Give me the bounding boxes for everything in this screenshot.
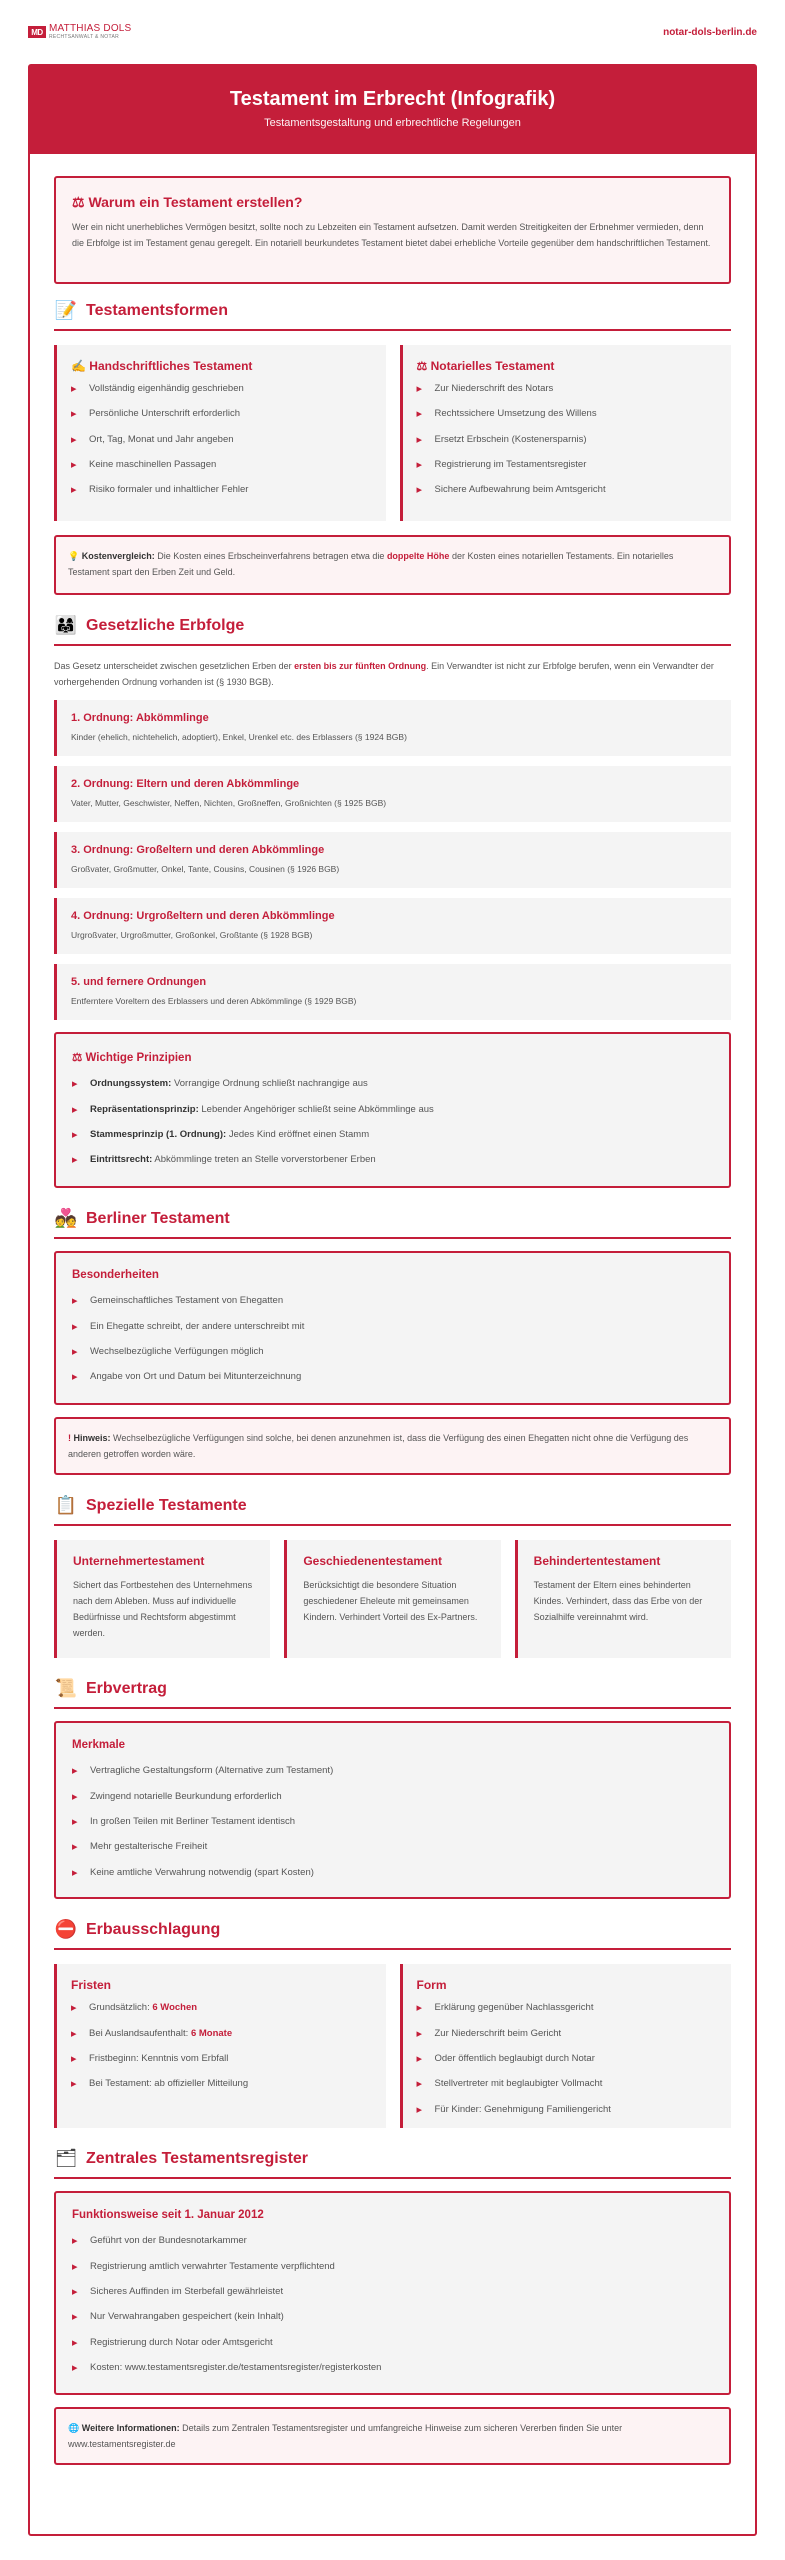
list-item: ▸ Vertragliche Gestaltungsform (Alternative zum Testament) [72,1765,713,1777]
card-index-icon: 🗂 [54,2148,78,2169]
card-title: ⚖ Notarielles Testament [416,359,555,373]
list-item: ▸ Rechtssichere Umsetzung des Willens [417,408,718,420]
section-heading: Erbausschlagung [86,1920,221,1938]
list-item: ▸ Gemeinschaftliches Testament von Ehegatten [72,1295,713,1307]
order-card [54,766,731,822]
card-title: ✍ Handschriftliches Testament [71,359,253,373]
list-item [72,1129,713,1141]
list-item: ▸ Für Kinder: Genehmigung Familiengericht [417,2104,718,2116]
page-subtitle: Testamentsgestaltung und erbrechtliche Regelungen [264,117,521,129]
list-item: ▸ Registrierung durch Notar oder Amtsgericht [72,2337,713,2349]
list-item: ▸ Erklärung gegenüber Nachlassgericht [417,2002,718,2014]
notarial-card [400,345,732,521]
more-info-note [54,2407,731,2465]
exclamation-icon: ! [68,1433,71,1444]
card-title: Geschiedenentestament [303,1554,443,1569]
intro-title: ⚖ Warum ein Testament erstellen? [72,194,303,210]
order-card [54,832,731,888]
clipboard-icon: 📋 [54,1495,78,1516]
top-bar [0,0,785,64]
note-text: Details zum Zentralen Testamentsregister und umfangreiche Hinweise zum sicheren Vererben finden Sie unter www.testamentsregister.de [68,2423,623,2450]
list-item [71,2002,372,2014]
section-heading: Zentrales Testamentsregister [86,2149,309,2167]
list-item [72,1104,713,1116]
globe-icon: 🌐 [68,2423,80,2434]
item-label: Repräsentationsprinzip: [90,1103,199,1115]
item-text: Bei Testament: ab offizieller Mitteilung [89,2078,249,2090]
intro-box [54,176,731,284]
section-title-special [54,1495,731,1526]
list-item: ▸ Nur Verwahrangaben gespeichert (kein Inhalt) [72,2311,713,2323]
list-item [72,1154,713,1166]
list-item: ▸ Keine amtliche Verwahrung notwendig (spart Kosten) [72,1867,713,1879]
special-card [515,1540,731,1658]
special-card [54,1540,270,1658]
logo-mark: MD [28,26,46,38]
list-item: ▸ Wechselbezügliche Verfügungen möglich [72,1346,713,1358]
section-heading: Erbvertrag [86,1679,167,1697]
panel-title: ⚖ Wichtige Prinzipien [72,1052,192,1065]
section-heading: Gesetzliche Erbfolge [86,616,245,634]
section-title-disclaimer [54,1919,731,1950]
list-item: ▸ Zwingend notarielle Beurkundung erforderlich [72,1791,713,1803]
panel-title: Besonderheiten [72,1269,159,1282]
lead-text: Das Gesetz unterscheidet zwischen gesetzlichen Erben der [54,661,292,671]
list-item: ▸ Kosten: www.testamentsregister.de/testamentsregister/registerkosten [72,2362,713,2374]
order-card [54,898,731,954]
item-text: Jedes Kind eröffnet einen Stamm [228,1129,370,1141]
site-link[interactable]: notar-dols-berlin.de [663,26,757,38]
list-item: ▸ Persönliche Unterschrift erforderlich [71,408,372,420]
list-item [72,1078,713,1090]
lightbulb-icon: 💡 [68,551,80,561]
list-item: ▸ Angabe von Ort und Datum bei Mitunterzeichnung [72,1371,713,1383]
list-item [71,2078,372,2090]
list-item: ▸ Zur Niederschrift des Notars [417,383,718,395]
section-title-contract [54,1678,731,1709]
list-item: ▸ Oder öffentlich beglaubigt durch Notar [417,2053,718,2065]
list-item: ▸ Registrierung amtlich verwahrter Testamente verpflichtend [72,2261,713,2273]
section-title-register [54,2148,731,2179]
family-icon: 👨‍👩‍👧 [54,615,78,635]
list-item: ▸ In großen Teilen mit Berliner Testament identisch [72,1816,713,1828]
card-text: Sichert das Fortbestehen des Unternehmens nach dem Ableben. Muss auf individuelle Bedürfnisse und Rechtsform abgestimmt werden. [73,1580,253,1638]
list-item: ▸ Zur Niederschrift beim Gericht [417,2028,718,2040]
order-text: Vater, Mutter, Geschwister, Neffen, Nichten, Großneffen, Großnichten (§ 1925 BGB) [71,798,387,809]
order-title: 3. Ordnung: Großeltern und deren Abkömmlinge [71,844,325,857]
section-heading: Spezielle Testamente [86,1496,247,1514]
section-heading: Berliner Testament [86,1209,230,1227]
scroll-icon: 📜 [54,1678,78,1699]
intro-text: Wer ein nicht unerhebliches Vermögen besitzt, sollte noch zu Lebzeiten ein Testament aufsetzen. Damit werden Streitigkeiten der Erbnehmer vermieden, denn die Erbfolge ist im Testament genau geregelt. Ein notariell beurkundetes Testament bietet dabei erhebliche Vorteile gegenüber dem handschriftlichen Testament. [72,222,711,248]
note-text: der Kosten eines notariellen Testaments. Ein notarielles Testament spart den Erben Zeit und Geld. [68,551,674,577]
section-title-succession [54,615,731,646]
register-panel [54,2191,731,2395]
section-title-forms [54,300,731,331]
note-label: Kostenvergleich: [81,551,155,561]
lead-highlight: ersten bis zur fünften Ordnung [294,661,427,671]
note-text: Die Kosten eines Erbscheinverfahrens betragen etwa die [157,551,385,561]
card-title: Form [416,1978,447,1993]
card-text: Testament der Eltern eines behinderten Kindes. Verhindert, dass das Erbe von der Sozialhilfe vereinnahmt wird. [533,1580,703,1622]
order-title: 2. Ordnung: Eltern und deren Abkömmlinge [71,778,300,791]
order-title: 1. Ordnung: Abkömmlinge [71,712,209,725]
hero-banner [30,66,755,154]
logo-name: MATTHIAS DOLS [49,23,132,34]
lead-text: . Ein Verwandter ist nicht zur Erbfolge berufen, wenn ein Verwandter der vorhergehenden Ordnung vorhanden ist (§ 1930 BGB). [54,661,714,688]
card-title: Behindertentestament [533,1554,661,1569]
list-item: ▸ Sicheres Auffinden im Sterbefall gewährleistet [72,2286,713,2298]
item-highlight: 6 Wochen [152,2002,198,2014]
list-item: ▸ Ersetzt Erbschein (Kostenersparnis) [417,434,718,446]
list-item [71,2053,372,2065]
special-card [284,1540,500,1658]
list-item: ▸ Ort, Tag, Monat und Jahr angeben [71,434,372,446]
principles-panel [54,1032,731,1188]
order-card [54,700,731,756]
order-text: Entferntere Voreltern des Erblassers und deren Abkömmlinge (§ 1929 BGB) [71,996,357,1007]
order-title: 5. und fernere Ordnungen [71,976,207,989]
form-card [400,1964,732,2128]
memo-icon: 📝 [54,300,78,320]
list-item: ▸ Keine maschinellen Passagen [71,459,372,471]
item-text: Abkömmlinge treten an Stelle vorverstorbener Erben [154,1154,376,1166]
contract-panel [54,1721,731,1899]
list-item: ▸ Stellvertreter mit beglaubigter Vollmacht [417,2078,718,2090]
item-label: Eintrittsrecht: [90,1154,153,1166]
page-title: Testament im Erbrecht (Infografik) [229,88,556,110]
note-label: Hinweis: [73,1433,111,1444]
list-item: ▸ Risiko formaler und inhaltlicher Fehler [71,484,372,496]
item-text: Fristbeginn: Kenntnis vom Erbfall [89,2053,229,2065]
logo-subtitle: RECHTSANWALT & NOTAR [49,34,119,40]
order-text: Großvater, Großmutter, Onkel, Tante, Cousins, Cousinen (§ 1926 BGB) [71,864,340,875]
order-title: 4. Ordnung: Urgroßeltern und deren Abkömmlinge [71,910,335,923]
couple-icon: 💑 [54,1208,78,1229]
order-card [54,964,731,1020]
note-highlight: doppelte Höhe [386,551,450,561]
infographic-frame [28,64,757,2536]
berlin-hint-note [54,1417,731,1475]
list-item: ▸ Geführt von der Bundesnotarkammer [72,2235,713,2247]
item-text: Vorrangige Ordnung schließt nachrangige aus [173,1078,368,1090]
item-text: Bei Auslandsaufenthalt: [89,2027,189,2039]
item-text: Grundsätzlich: [89,2002,150,2014]
section-title-berlin [54,1208,731,1239]
item-label: Ordnungssystem: [90,1078,172,1090]
list-item: ▸ Registrierung im Testamentsregister [417,459,718,471]
deadlines-card [54,1964,386,2128]
order-text: Urgroßvater, Urgroßmutter, Großonkel, Großtante (§ 1928 BGB) [71,930,313,941]
item-highlight: 6 Monate [190,2027,233,2039]
section-heading: Testamentsformen [86,301,228,319]
item-label: Stammesprinzip (1. Ordnung): [90,1129,227,1141]
note-text: Wechselbezügliche Verfügungen sind solche, bei denen anzunehmen ist, dass die Verfügung des einen Ehegatten nicht ohne die Verfügung des anderen getroffen worden wäre. [68,1433,689,1460]
no-entry-icon: ⛔ [54,1919,78,1940]
card-text: Berücksichtigt die besondere Situation geschiedener Eheleute mit gemeinsamen Kindern. Verhindert Vorteil des Ex-Partners. [303,1580,478,1622]
list-item: ▸ Ein Ehegatte schreibt, der andere unterschreibt mit [72,1321,713,1333]
card-title: Fristen [71,1978,112,1993]
item-text: Lebender Angehöriger schließt seine Abkömmlinge aus [201,1103,434,1115]
cost-comparison-note [54,535,731,595]
logo[interactable] [28,24,131,40]
list-item: ▸ Sichere Aufbewahrung beim Amtsgericht [417,484,718,496]
list-item: ▸ Vollständig eigenhändig geschrieben [71,383,372,395]
list-item: ▸ Mehr gestalterische Freiheit [72,1841,713,1853]
berlin-panel [54,1251,731,1405]
succession-lead [54,658,731,690]
list-item [71,2028,372,2040]
order-text: Kinder (ehelich, nichtehelich, adoptiert), Enkel, Urenkel etc. des Erblassers (§ 1924 BGB) [71,732,407,743]
panel-title: Funktionsweise seit 1. Januar 2012 [72,2209,264,2222]
panel-title: Merkmale [72,1739,126,1752]
note-label: Weitere Informationen: [81,2423,180,2434]
handwritten-card [54,345,386,521]
card-title: Unternehmertestament [73,1554,205,1569]
